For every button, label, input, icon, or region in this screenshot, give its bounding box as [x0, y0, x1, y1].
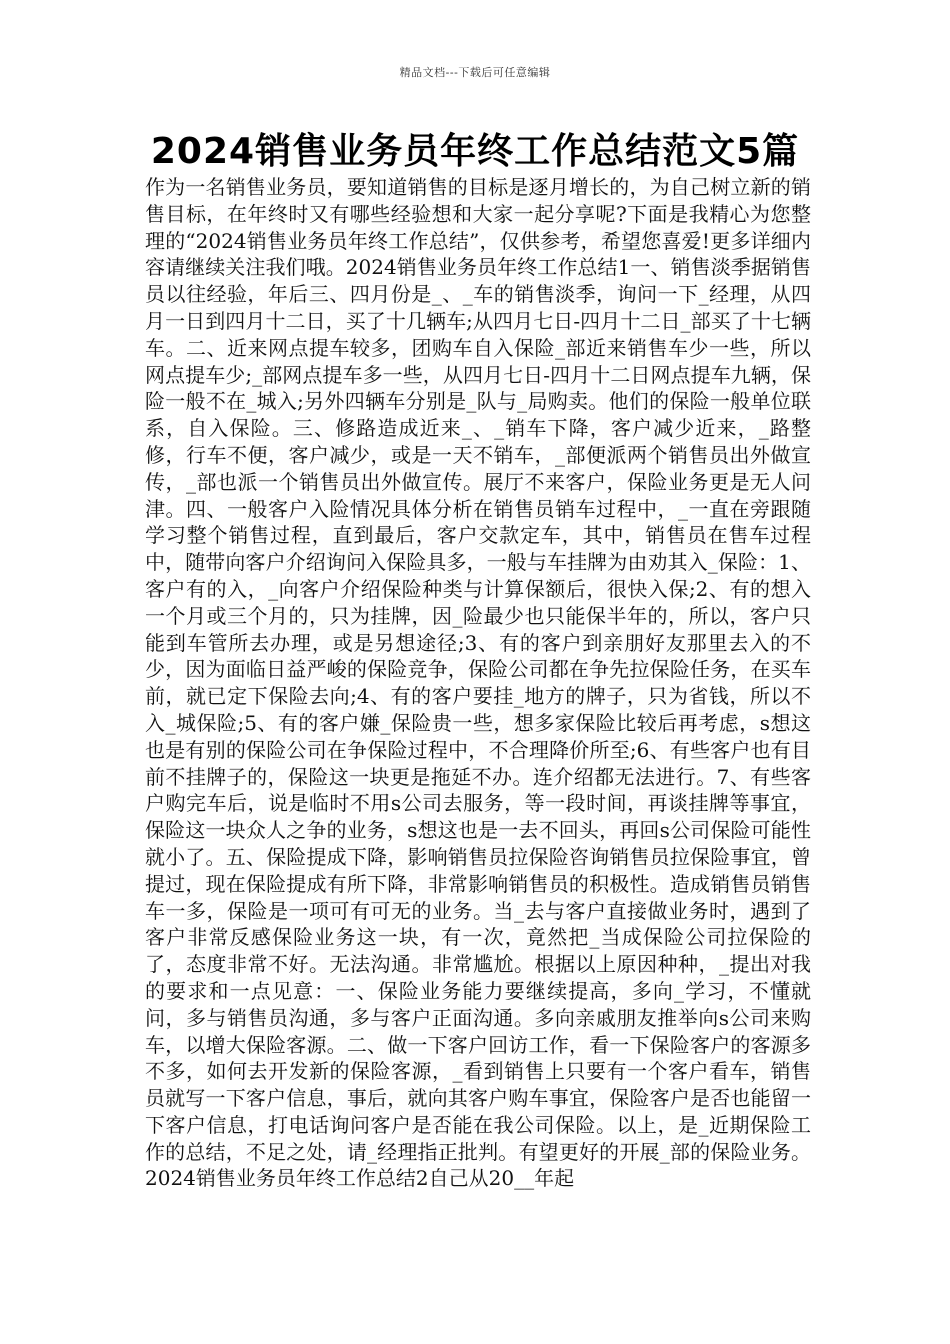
page-header-note: 精品文档---下载后可任意编辑 [399, 66, 551, 79]
document-title: 2024销售业务员年终工作总结范文5篇 [150, 131, 800, 172]
document-body: 作为一名销售业务员，要知道销售的目标是逐月增长的，为自己树立新的销售目标，在年终时又有哪些经验想和大家一起分享呢?下面是我精心为您整理的“2024销售业务员年终工作总结”，仅供参考，希望您喜爱!更多详细内容请继续关注我们哦。2024销售业务员年终工作总结1一、销售淡季据销售员以往经验，年后三、四月份是_、_车的销售淡季，询问一下_经理，从四月一日到四月十二日，买了十几辆车;从四月七日-四月十二日_部买了十七辆车。二、近来网点提车较多，团购车自入保险_部近来销售车少一些，所以网点提车少;_部网点提车多一些，从四月七日-四月十二日网点提车九辆，保险一般不在_城入;另外四辆车分别是_队与_局购卖。他们的保险一般单位联系，自入保险。三、修路造成近来_、_销车下降，客户减少近来，_路整修，行车不便，客户减少，或是一天不销车，_部便派两个销售员出外做宣传，_部也派一个销售员出外做宣传。展厅不来客户，保险业务更是无人问津。四、一般客户入险情况具体分析在销售员销车过程中，_一直在旁跟随学习整个销售过程，直到最后，客户交款定车，其中，销售员在售车过程中，随带向客户介绍询问入保险具多，一般与车挂牌为由劝其入_保险：1、客户有的入，_向客户介绍保险种类与计算保额后，很快入保;2、有的想入一个月或三个月的，只为挂牌，因_险最少也只能保半年的，所以，客户只能到车管所去办理，或是另想途径;3、有的客户到亲朋好友那里去入的不少，因为面临日益严峻的保险竞争，保险公司都在争先拉保险任务，在买车前，就已定下保险去向;4、有的客户要挂_地方的牌子，只为省钱，所以不入_城保险;5、有的客户嫌_保险贵一些，想多家保险比较后再考虑，s想这也是有别的保险公司在争保险过程中，不合理降价所至;6、有些客户也有目前不挂牌子的，保险这一块更是拖延不办。连介绍都无法进行。7、有些客户购完车后，说是临时不用s公司去服务，等一段时间，再谈挂牌等事宜，保险这一块众人之争的业务，s想这也是一去不回头，再回s公司保险可能性就小了。五、保险提成下降，影响销售员拉保险咨询销售员拉保险事宜，曾提过，现在保险提成有所下降，非常影响销售员的积极性。造成销售员销售车一多，保险是一项可有可无的业务。当_去与客户直接做业务时，遇到了客户非常反感保险业务这一块，有一次，竟然把_当成保险公司拉保险的了，态度非常不好。无法沟通。非常尴尬。根据以上原因种种，_提出对我的要求和一点见意：一、保险业务能力要继续提高，多向_学习，不懂就问，多与销售员沟通，多与客户正面沟通。多向亲戚朋友推举向s公司来购车，以增大保险客源。二、做一下客户回访工作，看一下保险客户的客源多不多，如何去开发新的保险客源，_看到销售上只要有一个客户看车，销售员就写一下客户信息，事后，就向其客户购车事宜，保险客户是否也能留一下客户信息，打电话询问客户是否能在我公司保险。以上，是_近期保险工作的总结，不足之处，请_经理指正批判。有望更好的开展_部的保险业务。2024销售业务员年终工作总结2自己从20__年起 [145, 175, 811, 1191]
